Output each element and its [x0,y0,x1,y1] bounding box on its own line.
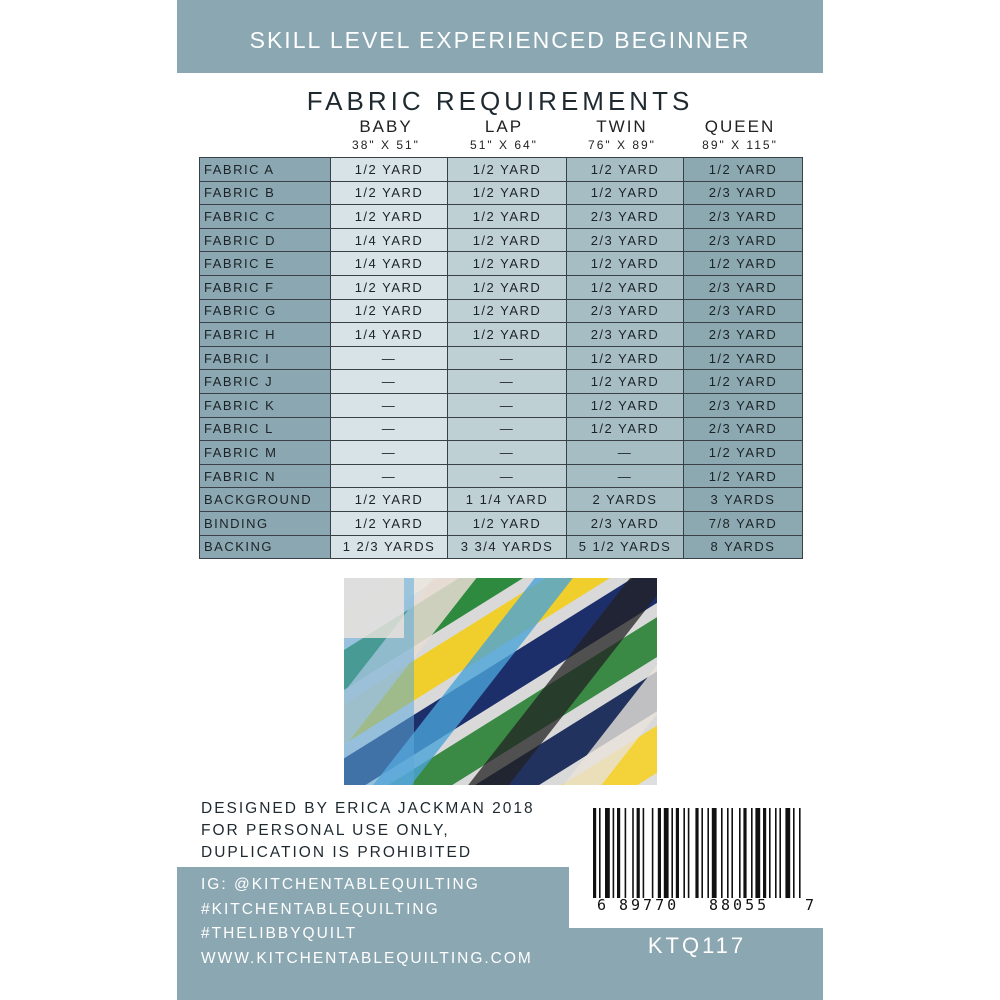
barcode-first-digit: 6 [597,896,607,914]
yardage-cell: — [448,464,567,488]
size-headers [177,117,823,157]
table-row [200,441,803,465]
yardage-cell: 1 2/3 YARDS [331,535,448,559]
fabric-label: FABRIC G [200,299,331,323]
size-name: TWIN [596,117,648,136]
table-row [200,228,803,252]
yardage-cell: 1/2 YARD [684,158,803,182]
yardage-cell: — [331,464,448,488]
barcode-bar [683,808,685,898]
barcode-bar [632,808,634,898]
barcode-bar [676,808,679,898]
table-row [200,252,803,276]
size-header-lap [445,117,563,152]
yardage-cell: 1/2 YARD [448,275,567,299]
yardage-cell: — [331,417,448,441]
barcode-bar [769,808,771,898]
yardage-cell: 1/2 YARD [448,181,567,205]
fabric-label: FABRIC B [200,181,331,205]
yardage-cell: 1/2 YARD [448,323,567,347]
size-dimensions: 76" X 89" [588,138,656,152]
barcode-panel [569,788,823,928]
barcode-bar [637,808,640,898]
barcode-bar [688,808,690,898]
yardage-cell: 1/2 YARD [567,393,684,417]
yardage-cell: 2/3 YARD [567,323,684,347]
yardage-cell: 1/2 YARD [567,181,684,205]
fabric-requirements-table [199,157,803,559]
barcode-bar [664,808,669,898]
yardage-cell: 1/2 YARD [448,228,567,252]
table-row [200,370,803,394]
barcode-bar [652,808,654,898]
hashtag[interactable]: #THELIBBYQUILT [201,925,358,942]
yardage-cell: 1/2 YARD [684,441,803,465]
table-row [200,299,803,323]
barcode-bar [658,808,661,898]
fabric-label: FABRIC F [200,275,331,299]
yardage-cell: 1/2 YARD [331,158,448,182]
yardage-cell: 1/2 YARD [684,464,803,488]
yardage-cell: 1/4 YARD [331,323,448,347]
instagram-handle[interactable]: IG: @KITCHENTABLEQUILTING [201,876,480,893]
barcode-bar [593,808,596,898]
credits-block [201,798,535,864]
yardage-cell: 2/3 YARD [684,228,803,252]
barcode-bar [775,808,777,898]
fabric-label: FABRIC L [200,417,331,441]
yardage-cell: — [331,370,448,394]
yardage-cell: — [331,346,448,370]
table-row [200,393,803,417]
yardage-cell: 1/2 YARD [567,346,684,370]
yardage-cell: — [567,464,684,488]
table-row [200,323,803,347]
barcode-bar [707,808,709,898]
barcode-bar [721,808,723,898]
yardage-cell: 7/8 YARD [684,511,803,535]
yardage-cell: 1/2 YARD [448,158,567,182]
table-row [200,488,803,512]
yardage-cell: 1/2 YARD [448,205,567,229]
fabric-label: FABRIC E [200,252,331,276]
pattern-code: KTQ117 [647,933,747,958]
barcode-bar [625,808,627,898]
size-name: QUEEN [704,117,776,136]
yardage-cell: — [448,417,567,441]
size-name: LAP [484,117,524,136]
social-links [201,873,533,971]
barcode-bar [799,808,801,898]
barcode-bar [643,808,645,898]
skill-level-text: SKILL LEVEL EXPERIENCED BEGINNER [249,27,751,53]
table-row [200,275,803,299]
fabric-label: BACKING [200,535,331,559]
barcode-bar [712,808,717,898]
table-row [200,158,803,182]
yardage-cell: — [567,441,684,465]
fabric-label: FABRIC I [200,346,331,370]
yardage-cell: 5 1/2 YARDS [567,535,684,559]
yardage-cell: — [331,393,448,417]
fabric-label: FABRIC K [200,393,331,417]
yardage-cell: 1/2 YARD [448,252,567,276]
yardage-cell: 2/3 YARD [684,323,803,347]
yardage-cell: 1/4 YARD [331,252,448,276]
yardage-cell: 1/2 YARD [567,252,684,276]
yardage-cell: 1/2 YARD [331,299,448,323]
yardage-cell: 1/2 YARD [331,488,448,512]
credit-line: DUPLICATION IS PROHIBITED [201,844,473,861]
table-row [200,417,803,441]
barcode-bar [701,808,703,898]
barcode-bar [739,808,741,898]
barcode-bar [743,808,746,898]
skill-level-banner [177,0,823,73]
fabric-label: FABRIC A [200,158,331,182]
size-dimensions: 51" X 64" [470,138,538,152]
yardage-cell: 2/3 YARD [684,181,803,205]
barcode-bar [599,808,601,898]
table-row [200,181,803,205]
hashtag[interactable]: #KITCHENTABLEQUILTING [201,900,440,918]
barcode-right-group: 88055 [709,896,770,914]
table-row [200,346,803,370]
yardage-cell: 2/3 YARD [684,299,803,323]
fabric-label: FABRIC N [200,464,331,488]
yardage-cell: 1/2 YARD [567,417,684,441]
website-link[interactable]: WWW.KITCHENTABLEQUILTING.COM [201,949,533,967]
fabric-requirements-title: FABRIC REQUIREMENTS [306,86,694,116]
barcode-bar [785,808,790,898]
fabric-label: FABRIC J [200,370,331,394]
barcode-bar [755,808,760,898]
size-header-twin [563,117,681,152]
credit-line: FOR PERSONAL USE ONLY, [201,822,450,839]
fabric-label: FABRIC C [200,205,331,229]
barcode-bar [779,808,781,898]
yardage-cell: 8 YARDS [684,535,803,559]
table-row [200,535,803,559]
yardage-cell: 2/3 YARD [567,299,684,323]
quilt-illustration [344,578,657,785]
barcode-bar [695,808,698,898]
yardage-cell: 1/2 YARD [567,370,684,394]
barcode-bar [751,808,753,898]
yardage-cell: 1 1/4 YARD [448,488,567,512]
yardage-cell: 2 YARDS [567,488,684,512]
yardage-cell: 3 YARDS [684,488,803,512]
yardage-cell: — [448,346,567,370]
size-header-baby [327,117,445,152]
yardage-cell: 2/3 YARD [684,205,803,229]
yardage-cell: 1/2 YARD [331,205,448,229]
size-dimensions: 89" X 115" [702,138,778,152]
table-row [200,464,803,488]
fabric-label: BINDING [200,511,331,535]
yardage-cell: — [448,370,567,394]
yardage-cell: 1/2 YARD [448,511,567,535]
fabric-label: FABRIC D [200,228,331,252]
yardage-cell: 1/2 YARD [331,181,448,205]
yardage-cell: 2/3 YARD [567,228,684,252]
barcode [569,808,823,916]
barcode-bar [671,808,673,898]
yardage-cell: 1/2 YARD [331,511,448,535]
yardage-cell: 1/2 YARD [684,346,803,370]
pattern-back-cover [177,0,823,1000]
yardage-cell: 2/3 YARD [684,417,803,441]
yardage-cell: 3 3/4 YARDS [448,535,567,559]
yardage-cell: 2/3 YARD [567,511,684,535]
credit-line: DESIGNED BY ERICA JACKMAN 2018 [201,800,535,817]
table-row [200,511,803,535]
barcode-bar [793,808,795,898]
barcode-bar [613,808,615,898]
barcode-bar [731,808,733,898]
yardage-cell: 1/4 YARD [331,228,448,252]
yardage-cell: — [448,441,567,465]
barcode-bar [617,808,620,898]
fabric-label: FABRIC H [200,323,331,347]
yardage-cell: 1/2 YARD [684,252,803,276]
yardage-cell: 2/3 YARD [567,205,684,229]
barcode-bar [763,808,766,898]
quilt-photo [344,578,657,785]
yardage-cell: 1/2 YARD [331,275,448,299]
table-row [200,205,803,229]
yardage-cell: 1/2 YARD [567,275,684,299]
size-name: BABY [359,117,413,136]
yardage-cell: 2/3 YARD [684,275,803,299]
yardage-cell: 1/2 YARD [448,299,567,323]
fabric-label: BACKGROUND [200,488,331,512]
yardage-cell: 2/3 YARD [684,393,803,417]
yardage-cell: 1/2 YARD [567,158,684,182]
size-header-queen [681,117,799,152]
fabric-label: FABRIC M [200,441,331,465]
barcode-left-group: 89770 [619,896,680,914]
barcode-bar [727,808,729,898]
size-dimensions: 38" X 51" [352,138,420,152]
barcode-check-digit: 7 [805,896,815,914]
yardage-cell: 1/2 YARD [684,370,803,394]
yardage-cell: — [331,441,448,465]
barcode-bar [605,808,610,898]
yardage-cell: — [448,393,567,417]
